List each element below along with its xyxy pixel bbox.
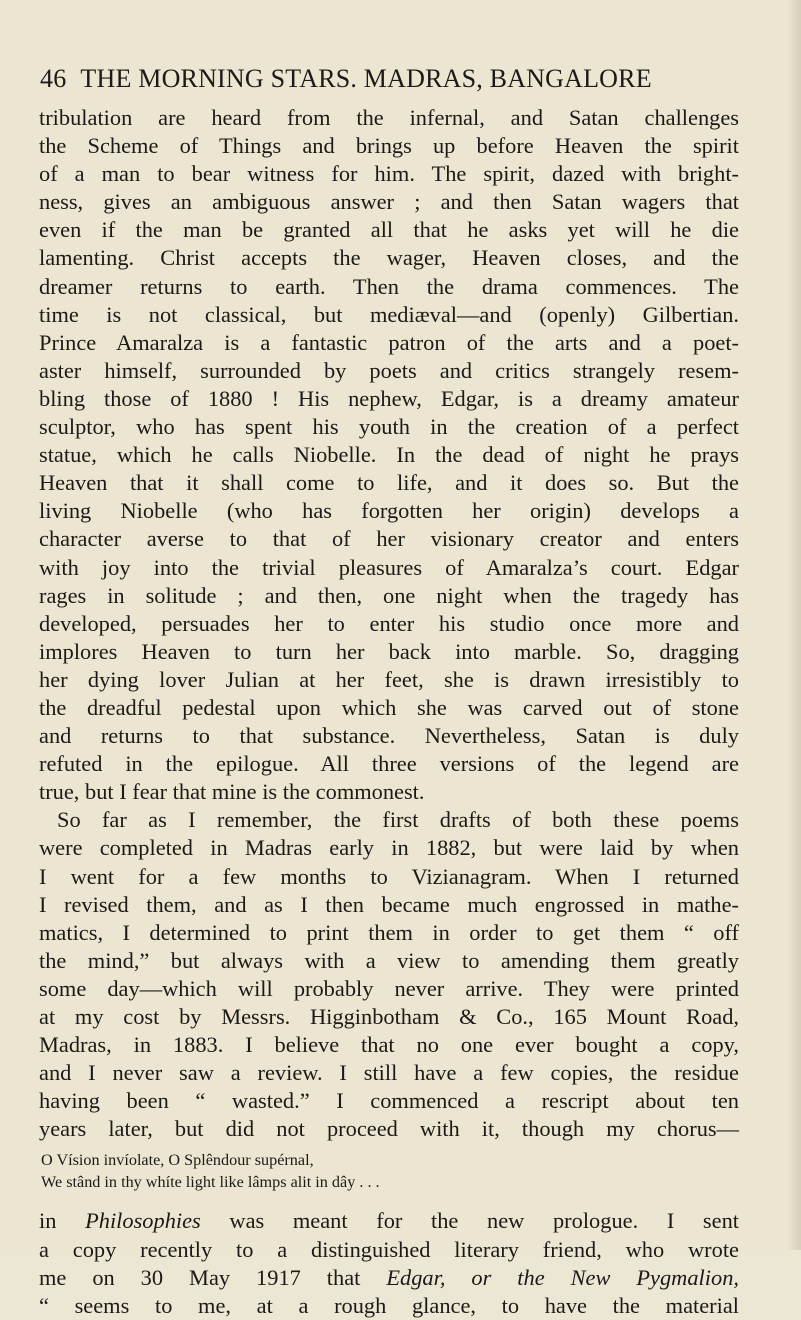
- text-line: the mind,” but always with a view to amending them greatly: [39, 947, 739, 973]
- text-line: sculptor, who has spent his youth in the creation of a perfect: [39, 414, 739, 440]
- text-line: the dreadful pedestal upon which she was carved out of stone: [39, 694, 739, 720]
- text-run: me on 30 May 1917 that: [39, 1264, 387, 1290]
- text-line: rages in solitude ; and then, one night when the tragedy has: [39, 582, 739, 608]
- text-line: character averse to that of her visionary creator and enters: [39, 526, 739, 552]
- text-line: Prince Amaralza is a fantastic patron of the arts and a poet-: [39, 329, 739, 355]
- text-line: I revised them, and as I then became much engrossed in mathe-: [39, 891, 739, 917]
- text-line: I went for a few months to Vizianagram. When I returned: [39, 863, 739, 889]
- text-line: developed, persuades her to enter his studio once more and: [39, 610, 739, 636]
- text-line: Heaven that it shall come to life, and it does so. But the: [39, 470, 739, 496]
- text-line: having been “ wasted.” I commenced a rescript about ten: [39, 1088, 739, 1114]
- page-body: [39, 104, 739, 1320]
- text-line: years later, but did not proceed with it, though my chorus—: [39, 1116, 739, 1142]
- text-line: [39, 1207, 739, 1235]
- text-line: even if the man be granted all that he asks yet will he die: [39, 217, 739, 243]
- text-line: bling those of 1880 ! His nephew, Edgar, is a dreamy amateur: [39, 385, 739, 411]
- text-line: of a man to bear witness for him. The spirit, dazed with bright-: [39, 161, 739, 187]
- book-title-edgar: Edgar, or the New Pygmalion,: [386, 1264, 739, 1290]
- text-line: living Niobelle (who has forgotten her origin) develops a: [39, 498, 739, 524]
- running-title: THE MORNING STARS. MADRAS, BANGALORE: [80, 64, 652, 93]
- page-edge-shadow: [787, 0, 801, 1250]
- verse-quote: [39, 1149, 739, 1193]
- verse-line: O Vísion invíolate, O Splêndour supérnal,: [41, 1151, 314, 1170]
- text-line: aster himself, surrounded by poets and critics strangely resem-: [39, 357, 739, 383]
- text-line: true, but I fear that mine is the commonest.: [39, 779, 425, 805]
- text-line: dreamer returns to earth. Then the drama commences. The: [39, 273, 739, 299]
- text-line: ness, gives an ambiguous answer ; and then Satan wagers that: [39, 189, 739, 215]
- text-line: statue, which he calls Niobelle. In the dead of night he prays: [39, 442, 739, 468]
- text-line: refuted in the epilogue. All three versions of the legend are: [39, 751, 739, 777]
- text-line: “ seems to me, at a rough glance, to have the material: [39, 1292, 739, 1318]
- text-line: [39, 1264, 739, 1292]
- text-line: and returns to that substance. Nevertheless, Satan is duly: [39, 723, 739, 749]
- text-line: matics, I determined to print them in order to get them “ off: [39, 919, 739, 945]
- text-line: were completed in Madras early in 1882, but were laid by when: [39, 835, 739, 861]
- book-title-philosophies: Philosophies: [85, 1208, 201, 1234]
- text-line: and I never saw a review. I still have a few copies, the residue: [39, 1060, 739, 1086]
- text-line: lamenting. Christ accepts the wager, Heaven closes, and the: [39, 245, 739, 271]
- text-line: time is not classical, but mediæval—and (openly) Gilbertian.: [39, 301, 739, 327]
- text-line: a copy recently to a distinguished literary friend, who wrote: [39, 1236, 739, 1262]
- running-head: [40, 64, 720, 94]
- text-line: So far as I remember, the first drafts of both these poems: [57, 807, 739, 833]
- text-line: implores Heaven to turn her back into marble. So, dragging: [39, 638, 739, 664]
- page-number: 46: [40, 64, 67, 93]
- text-run: was meant for the new prologue. I sent: [200, 1208, 739, 1234]
- text-run: in: [39, 1208, 86, 1234]
- text-line: some day—which will probably never arrive. They were printed: [39, 975, 739, 1001]
- paragraph-2: [39, 806, 739, 1143]
- verse-line: We stând in thy whíte light like lâmps alit in dây . . .: [41, 1173, 380, 1192]
- text-line: with joy into the trivial pleasures of Amaralza’s court. Edgar: [39, 554, 739, 580]
- text-line: tribulation are heard from the infernal, and Satan challenges: [39, 105, 739, 130]
- text-line: at my cost by Messrs. Higginbotham & Co., 165 Mount Road,: [39, 1004, 739, 1029]
- text-line: the Scheme of Things and brings up before Heaven the spirit: [39, 133, 739, 159]
- paragraph-1: [39, 104, 739, 806]
- text-line: her dying lover Julian at her feet, she is drawn irresistibly to: [39, 666, 739, 692]
- paragraph-3: [39, 1207, 739, 1319]
- text-line: Madras, in 1883. I believe that no one ever bought a copy,: [39, 1032, 739, 1058]
